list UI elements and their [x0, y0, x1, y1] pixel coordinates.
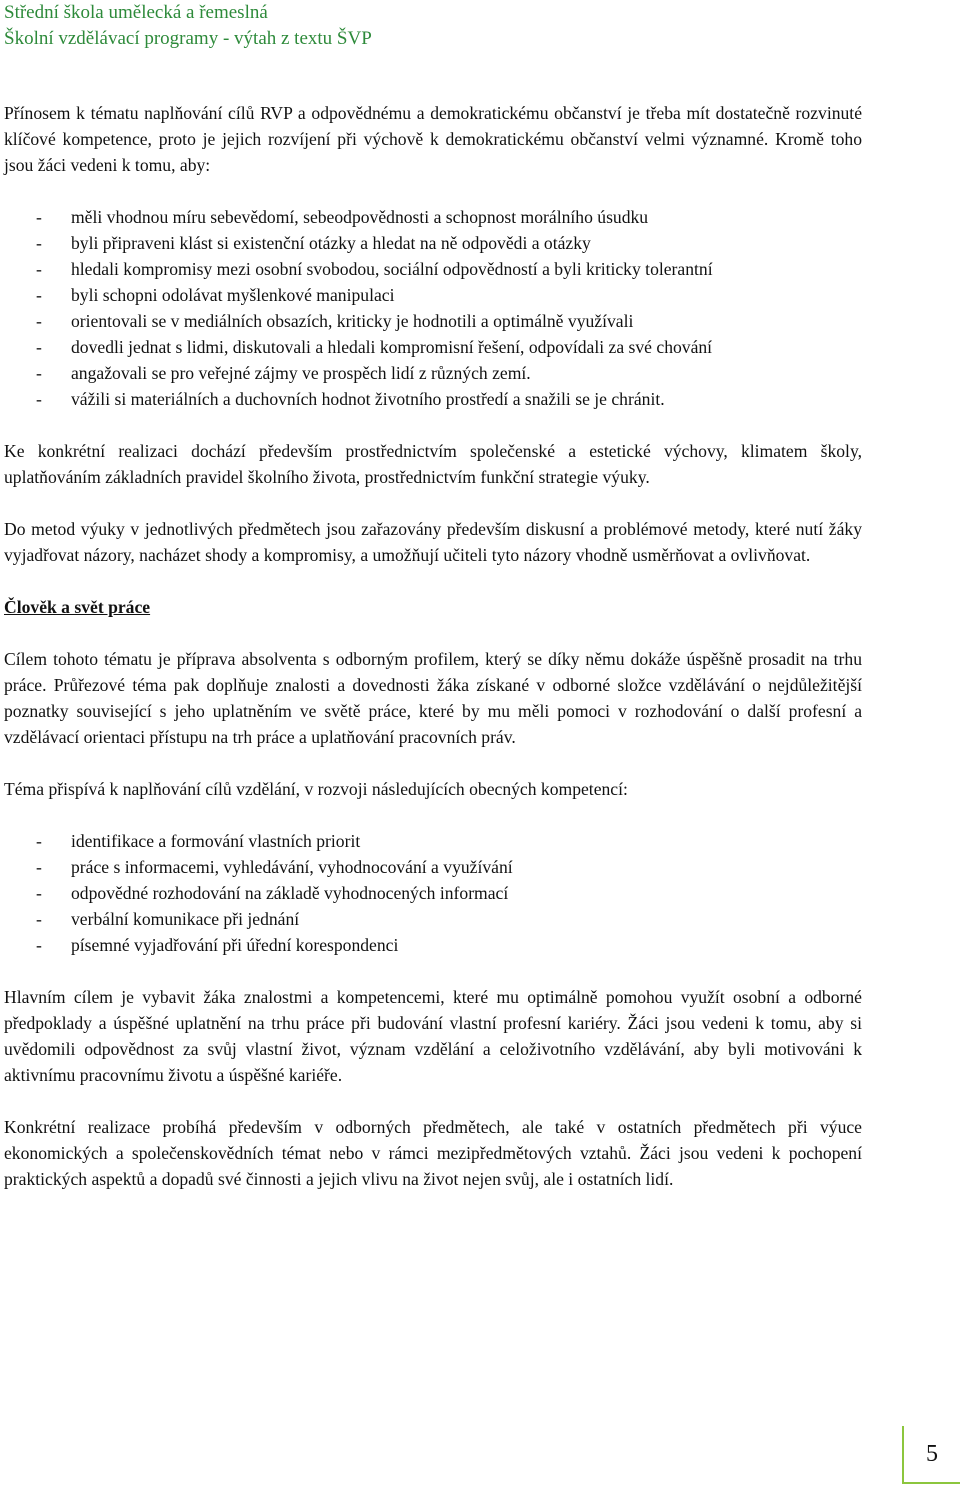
paragraph: Cílem tohoto tématu je příprava absolventa s odborným profilem, který se díky němu dokáže úspěšně prosadit na trhu práce. Průřezové téma pak doplňuje znalosti a dovednosti žáka získané v odborné složce vzdělávání o nejdůležitější poznatky související s jeho uplatněním ve světě práce, které by mu měli pomoci v rozhodování o další profesní a vzdělávací orientaci přístupu na trh práce a uplatňování pracovních práv. — [4, 649, 862, 747]
document-body — [4, 100, 862, 1192]
list-item: - verbální komunikace při jednání — [4, 906, 862, 932]
list-item: - dovedli jednat s lidmi, diskutovali a hledali kompromisní řešení, odpovídali za své chování — [4, 334, 862, 360]
list-item: - byli připraveni klást si existenční otázky a hledat na ně odpovědi a otázky — [4, 230, 862, 256]
list-item: - orientovali se v mediálních obsazích, kriticky je hodnotili a optimálně využívali — [4, 308, 862, 334]
competencies-list — [4, 828, 862, 958]
paragraph: Hlavním cílem je vybavit žáka znalostmi a kompetencemi, které mu optimálně pomohou využít osobní a odborné předpoklady a úspěšné uplatnění na trhu práce při budování vlastní profesní kariéry. Žáci jsou vedeni k tomu, aby si uvědomili odpovědnost za svůj vlastní život, význam vzdělání a celoživotního vzdělávání, aby byli motivováni k aktivnímu pracovnímu životu a úspěšné kariéře. — [4, 987, 862, 1085]
document-subtitle: Školní vzdělávací programy - výtah z textu ŠVP — [4, 28, 372, 49]
list-item: - hledali kompromisy mezi osobní svobodou, sociální odpovědností a byli kriticky tolerantní — [4, 256, 862, 282]
section-heading: Člověk a svět práce — [4, 597, 151, 617]
list-item: - písemné vyjadřování při úřední korespondenci — [4, 932, 862, 958]
list-item: - odpovědné rozhodování na základě vyhodnocených informací — [4, 880, 862, 906]
paragraph: Do metod výuky v jednotlivých předmětech jsou zařazovány především diskusní a problémové metody, které nutí žáky vyjadřovat názory, nacházet shody a kompromisy, a umožňují učiteli tyto názory vhodně usměrňovat a ovlivňovat. — [4, 519, 862, 565]
paragraph: Ke konkrétní realizaci dochází především prostřednictvím společenské a estetické výchovy, klimatem školy, uplatňováním základních pravidel školního života, prostřednictvím funkční strategie výuky. — [4, 441, 862, 487]
goals-list — [4, 204, 862, 412]
list-item: - angažovali se pro veřejné zájmy ve prospěch lidí z různých zemí. — [4, 360, 862, 386]
list-item: - vážili si materiálních a duchovních hodnot životního prostředí a snažili se je chránit. — [4, 386, 862, 412]
list-item: - byli schopni odolávat myšlenkové manipulaci — [4, 282, 862, 308]
intro-paragraph: Přínosem k tématu naplňování cílů RVP a odpovědnému a demokratickému občanství je třeba mít dostatečně rozvinuté klíčové kompetence, proto je jejich rozvíjení při výchově k demokratickému občanství velmi významné. Kromě toho jsou žáci vedeni k tomu, aby: — [4, 103, 862, 175]
list-item: - práce s informacemi, vyhledávání, vyhodnocování a využívání — [4, 854, 862, 880]
document-header — [4, 0, 372, 52]
list-item: - měli vhodnou míru sebevědomí, sebeodpovědnosti a schopnost morálního úsudku — [4, 204, 862, 230]
school-name: Střední škola umělecká a řemeslná — [4, 2, 268, 23]
paragraph: Konkrétní realizace probíhá především v odborných předmětech, ale také v ostatních předmětech při výuce ekonomických a společenskovědních témat nebo v rámci mezipředmětových vztahů. Žáci jsou vedeni k pochopení praktických aspektů a dopadů své činnosti a jejich vlivu na život nejen svůj, ale i ostatních lidí. — [4, 1117, 862, 1189]
page-number: 5 — [902, 1426, 960, 1484]
list-item: - identifikace a formování vlastních priorit — [4, 828, 862, 854]
paragraph: Téma přispívá k naplňování cílů vzdělání, v rozvoji následujících obecných kompetencí: — [4, 779, 628, 799]
